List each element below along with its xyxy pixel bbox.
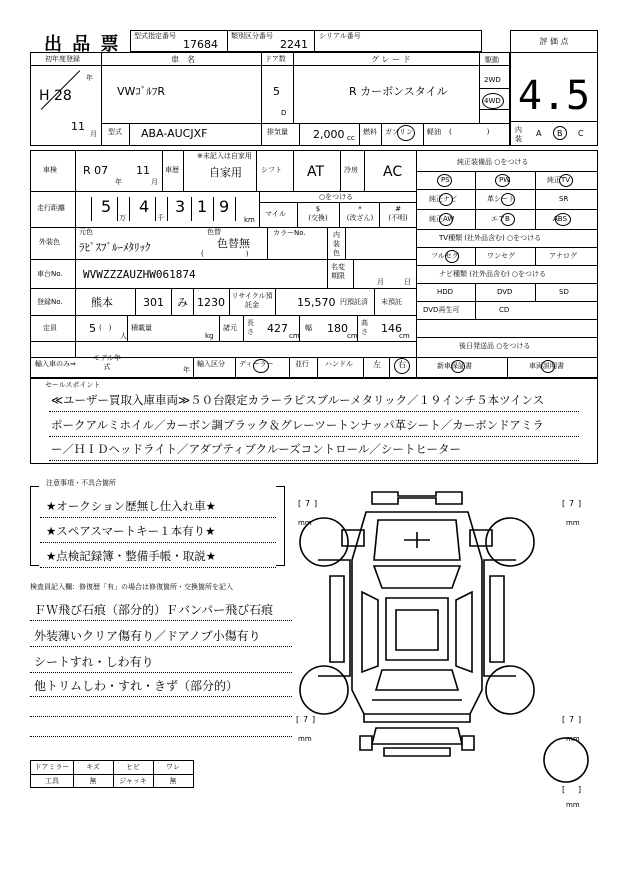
recycle-label: リサイクル預託金	[231, 292, 273, 309]
interior-grade-b: B	[557, 129, 563, 138]
nav-hdd: HDD	[437, 288, 454, 296]
size-label: 諸元	[223, 324, 237, 332]
model-year-unit: 年	[183, 366, 190, 374]
width-unit: cm	[347, 332, 358, 340]
model-year-label: モデル年式	[93, 354, 121, 371]
score-label: 評 価 点	[539, 37, 569, 46]
designation-label: 型式指定番号	[134, 32, 176, 40]
mileage-man: 万	[119, 214, 126, 222]
tread-rear-left-close: ]	[312, 715, 316, 724]
first-reg-month-unit: 月	[90, 130, 97, 138]
capacity-unit: 人	[120, 332, 127, 340]
later-warranty-circle	[451, 360, 465, 373]
height-unit: cm	[399, 332, 410, 340]
tread-rear-left-num: 7	[303, 715, 309, 724]
equip-tv: 純正TV	[547, 176, 571, 184]
later-warranty: 新車保証書	[437, 362, 472, 370]
tread-rear-right	[562, 716, 588, 744]
inspector-line-4: 他トリムしわ・すれ・きず（部分的）	[34, 679, 239, 693]
fuel-gasoline: ガソリン	[385, 128, 413, 136]
shaken-year-unit: 年	[115, 178, 122, 186]
nav-cd: CD	[499, 306, 510, 314]
name-change-day: 日	[404, 278, 411, 286]
mile-type-tampered: * (改ざん)	[346, 205, 374, 222]
history-note: ※未記入は自家用	[197, 152, 252, 160]
handle-right: 右	[398, 360, 406, 369]
score-value: 4.5	[517, 73, 591, 119]
chassis-label: 車台No.	[37, 270, 63, 278]
equip-navi-circle	[439, 193, 453, 206]
reg-kana: み	[177, 296, 188, 309]
inspector-block	[30, 584, 292, 754]
height-label: 高さ	[361, 319, 368, 336]
model-value: ABA-AUCJXF	[141, 127, 208, 140]
tread-rear-right-open: [	[562, 715, 566, 724]
mile-type-exchange: $ (交換)	[308, 205, 328, 222]
tread-rear-right-close: ]	[578, 715, 582, 724]
displacement-value: 2,000	[313, 128, 345, 141]
tv-header: TV種類 (社外品含む) ○をつける	[439, 234, 542, 242]
serial-box	[314, 30, 482, 52]
notes-block	[30, 480, 284, 570]
length-label: 長さ	[247, 319, 254, 336]
tv-fullseg-circle	[445, 250, 459, 263]
equip-sr: SR	[559, 195, 569, 203]
name-change-label: 名変期限	[331, 263, 345, 280]
notes-line-2: ★スペアスマートキー１本有り★	[46, 524, 216, 538]
handle-label: ハンドル	[325, 360, 353, 368]
equip-leather-circle	[501, 193, 515, 206]
interior-grade-a: A	[536, 129, 542, 138]
car-name-value: VWｺﾞﾙﾌR	[117, 85, 166, 98]
shaken-month: 11	[136, 164, 150, 177]
chassis-value: WVWZZZAUZHW061874	[83, 268, 196, 281]
equip-ps: PS	[441, 176, 450, 184]
shaken-month-unit: 月	[151, 178, 158, 186]
grade-value: R カーボンスタイル	[349, 85, 448, 98]
designation-value: 17684	[183, 38, 218, 51]
load-label: 積載量	[131, 324, 152, 332]
nav-dvd-play: DVD再生可	[423, 306, 460, 314]
first-reg-month: 11	[71, 120, 85, 133]
doors-suffix: D	[281, 109, 287, 117]
color-change-value: 色替無	[217, 237, 250, 250]
mileage-digit-2: 4	[139, 197, 150, 216]
capacity-paren: ( )	[99, 324, 112, 332]
interior-grade-c: C	[578, 129, 584, 138]
equip-leather: 革シート	[487, 195, 515, 203]
first-reg-label: 初年度登録	[45, 55, 80, 63]
legend-tools-value: 無	[89, 777, 97, 785]
equip-aw-circle	[439, 213, 453, 226]
equip-abs: ABS	[553, 215, 567, 223]
recycle-value: 15,570	[297, 296, 336, 309]
tread-front-right-num: 7	[569, 499, 575, 508]
import-dealer: ディーラー	[239, 360, 274, 368]
first-reg-year-unit: 年	[86, 74, 93, 82]
reg-label: 登録No.	[37, 298, 63, 306]
import-label: 輸入車のみ⇒	[35, 360, 76, 368]
tread-front-right-open: [	[562, 499, 566, 508]
legend-mirror: ドアミラー	[34, 763, 70, 771]
handle-left: 左	[373, 360, 381, 369]
tread-front-left-num: 7	[305, 499, 311, 508]
nav-sd: SD	[559, 288, 569, 296]
color-no-label: カラーNo.	[273, 229, 306, 237]
light-oil-label: 軽油	[427, 128, 441, 136]
tread-front-left-close: ]	[314, 499, 318, 508]
color-change-label: 色替	[207, 228, 221, 236]
equip-pw: PW	[499, 176, 511, 184]
equip-tv-circle	[559, 174, 573, 187]
tread-front-right-unit: mm	[566, 519, 580, 527]
tread-rear-right-unit: mm	[566, 735, 580, 743]
recycle-status: 円預託済	[340, 298, 368, 306]
length-unit: cm	[289, 332, 300, 340]
tread-spare-unit: mm	[566, 801, 580, 809]
tread-rear-right-num: 7	[569, 715, 575, 724]
mileage-digit-5: 9	[219, 197, 230, 216]
capacity-label: 定員	[43, 324, 57, 332]
color-label: 外装色	[39, 238, 60, 246]
later-manual-circle	[541, 360, 555, 373]
serial-label: シリアル番号	[319, 32, 361, 40]
tread-spare-close: ]	[578, 785, 582, 794]
mileage-km: km	[244, 216, 255, 224]
ac-value: AC	[383, 164, 403, 180]
vehicle-block	[30, 52, 510, 146]
interior-grade-circle	[553, 126, 567, 140]
displacement-unit: cc	[347, 134, 355, 142]
designation-box	[130, 30, 228, 52]
grade-label: グ レ ー ド	[371, 55, 411, 64]
equip-navi: 純正ナビ	[429, 195, 457, 203]
equip-airbag: エアB	[491, 215, 510, 223]
legend-crack: ヒビ	[126, 763, 140, 771]
doors-label: ドア数	[265, 55, 286, 63]
reg-area: 熊本	[91, 296, 113, 309]
equip-airbag-circle	[501, 213, 515, 226]
inspector-line-1: ＦＷ飛び石痕（部分的）Ｆバンパー飛び石痕	[34, 603, 274, 617]
later-header: 後日発送品 ○をつける	[459, 342, 531, 350]
reg-class: 301	[143, 296, 164, 309]
legend-break: ワレ	[166, 763, 180, 771]
tread-rear-left-unit: mm	[298, 735, 312, 743]
tread-front-right-close: ]	[578, 499, 582, 508]
drive-circle	[482, 93, 504, 109]
mile-type-unknown: # (不明)	[388, 205, 408, 222]
drive-label: 駆動	[485, 56, 499, 64]
equipment-header: 純正装備品 ○をつける	[457, 158, 529, 166]
import-dealer-circle	[253, 359, 269, 373]
ac-label: 冷房	[344, 166, 358, 174]
mile-label: マイル	[265, 210, 286, 218]
tread-spare	[562, 786, 588, 814]
handle-right-circle	[394, 358, 410, 374]
recycle-unpaid: 未預託	[381, 298, 402, 306]
width-value: 180	[327, 322, 348, 335]
inspection-block	[30, 150, 598, 378]
legend-jack: ジャッキ	[119, 777, 147, 785]
class-box	[227, 30, 315, 52]
height-value: 146	[381, 322, 402, 335]
tread-rear-left-open: [	[296, 715, 300, 724]
drive-2wd: 2WD	[484, 76, 501, 84]
class-value: 2241	[280, 38, 308, 51]
sales-point-label: セールスポイント	[45, 381, 101, 389]
sales-point-line-3: ー／ＨＩＤヘッドライト／アダプティブクルーズコントロール／シートヒーター	[51, 442, 461, 456]
equip-aw: 純正AW	[429, 215, 455, 223]
tread-spare-open: [	[562, 785, 566, 794]
drive-4wd: 4WD	[484, 97, 501, 105]
legend-scratch: キズ	[86, 763, 100, 771]
tv-fullseg: フルセグ	[431, 252, 459, 260]
doors-value: 5	[273, 85, 280, 98]
tread-rear-left	[296, 716, 322, 744]
tv-analog: アナログ	[549, 252, 577, 260]
shift-label: シフト	[261, 166, 282, 174]
capacity-value: 5	[89, 322, 96, 335]
light-oil-paren: ( )	[449, 128, 490, 136]
mileage-digit-4: 1	[197, 197, 208, 216]
inspector-line-3: シートすれ・しわ有り	[34, 655, 154, 669]
equip-abs-circle	[555, 213, 571, 226]
width-label: 幅	[305, 324, 312, 332]
mileage-digit-3: 3	[175, 197, 186, 216]
nav-header: ナビ種類 (社外品含む) ○をつける	[439, 270, 547, 278]
shaken-label: 車検	[43, 166, 57, 174]
tv-oneseg: ワンセグ	[487, 252, 515, 260]
length-value: 427	[267, 322, 288, 335]
tread-front-left	[296, 500, 322, 528]
interior-label: 内 装	[515, 126, 522, 143]
inspector-label: 検査員記入欄：修復歴「有」の場合は修復箇所・交換箇所を記入	[30, 583, 233, 591]
orig-color-value: ﾗﾋﾟｽﾌﾞﾙｰﾒﾀﾘｯｸ	[79, 241, 151, 254]
sales-point-line-2: ポークアルミホイル／カーボン調ブラック＆グレーツートンナッパ革シート／カーボンドアミラ	[51, 418, 544, 432]
nav-dvd: DVD	[497, 288, 513, 296]
tread-front-right	[562, 500, 588, 528]
class-label: 類別区分番号	[231, 32, 273, 40]
tread-front-left-value: [	[298, 499, 302, 508]
mileage-type-header: ○をつける	[319, 193, 354, 201]
fuel-circle	[397, 125, 415, 141]
inspector-line-2: 外装薄いクリア傷有り／ドアノブ小傷有り	[34, 629, 261, 643]
equip-pw-circle	[495, 174, 510, 187]
score-box	[510, 30, 598, 146]
notes-label: 注意事項・不具合箇所	[46, 479, 116, 487]
sales-point-line-1: ≪ユーザー買取入庫車両≫５０台限定カラーラピスブルーメタリック／１９インチ５本ツインス	[51, 393, 545, 407]
equip-ps-circle	[437, 174, 452, 187]
mileage-label: 走行距離	[37, 204, 65, 212]
model-label: 型式	[108, 128, 122, 136]
first-reg-era: H 28	[39, 88, 72, 104]
tread-front-left-unit: mm	[298, 519, 312, 527]
fuel-label: 燃料	[363, 128, 377, 136]
history-label: 車歴	[165, 166, 179, 174]
legend-table	[30, 760, 194, 788]
notes-line-1: ★オークション歴無し仕入れ車★	[46, 499, 216, 513]
import-type-label: 輸入区分	[197, 360, 225, 368]
notes-line-3: ★点検記録簿・整備手帳・取説★	[46, 549, 217, 563]
shaken-value: R 07	[83, 164, 109, 177]
reg-number: 1230	[197, 296, 225, 309]
mileage-sen: 千	[157, 214, 164, 222]
legend-tools: 工具	[45, 777, 59, 785]
import-parallel: 並行	[295, 360, 309, 368]
orig-color-label: 元色	[79, 228, 93, 236]
legend-jack-value: 無	[169, 777, 177, 785]
interior-color-label: 内装色	[333, 231, 340, 257]
page-title: 出 品 票	[44, 34, 121, 55]
displacement-label: 排気量	[267, 128, 288, 136]
color-change-paren: ( )	[201, 250, 249, 258]
later-manual: 車両説明書	[529, 362, 564, 370]
shift-value: AT	[307, 164, 325, 180]
sales-point-block	[30, 378, 598, 464]
load-unit: kg	[205, 332, 214, 340]
name-change-month: 月	[377, 278, 384, 286]
car-name-label: 車 名	[171, 55, 195, 64]
mileage-digit-1: 5	[101, 197, 112, 216]
history-value: 自家用	[209, 166, 242, 179]
